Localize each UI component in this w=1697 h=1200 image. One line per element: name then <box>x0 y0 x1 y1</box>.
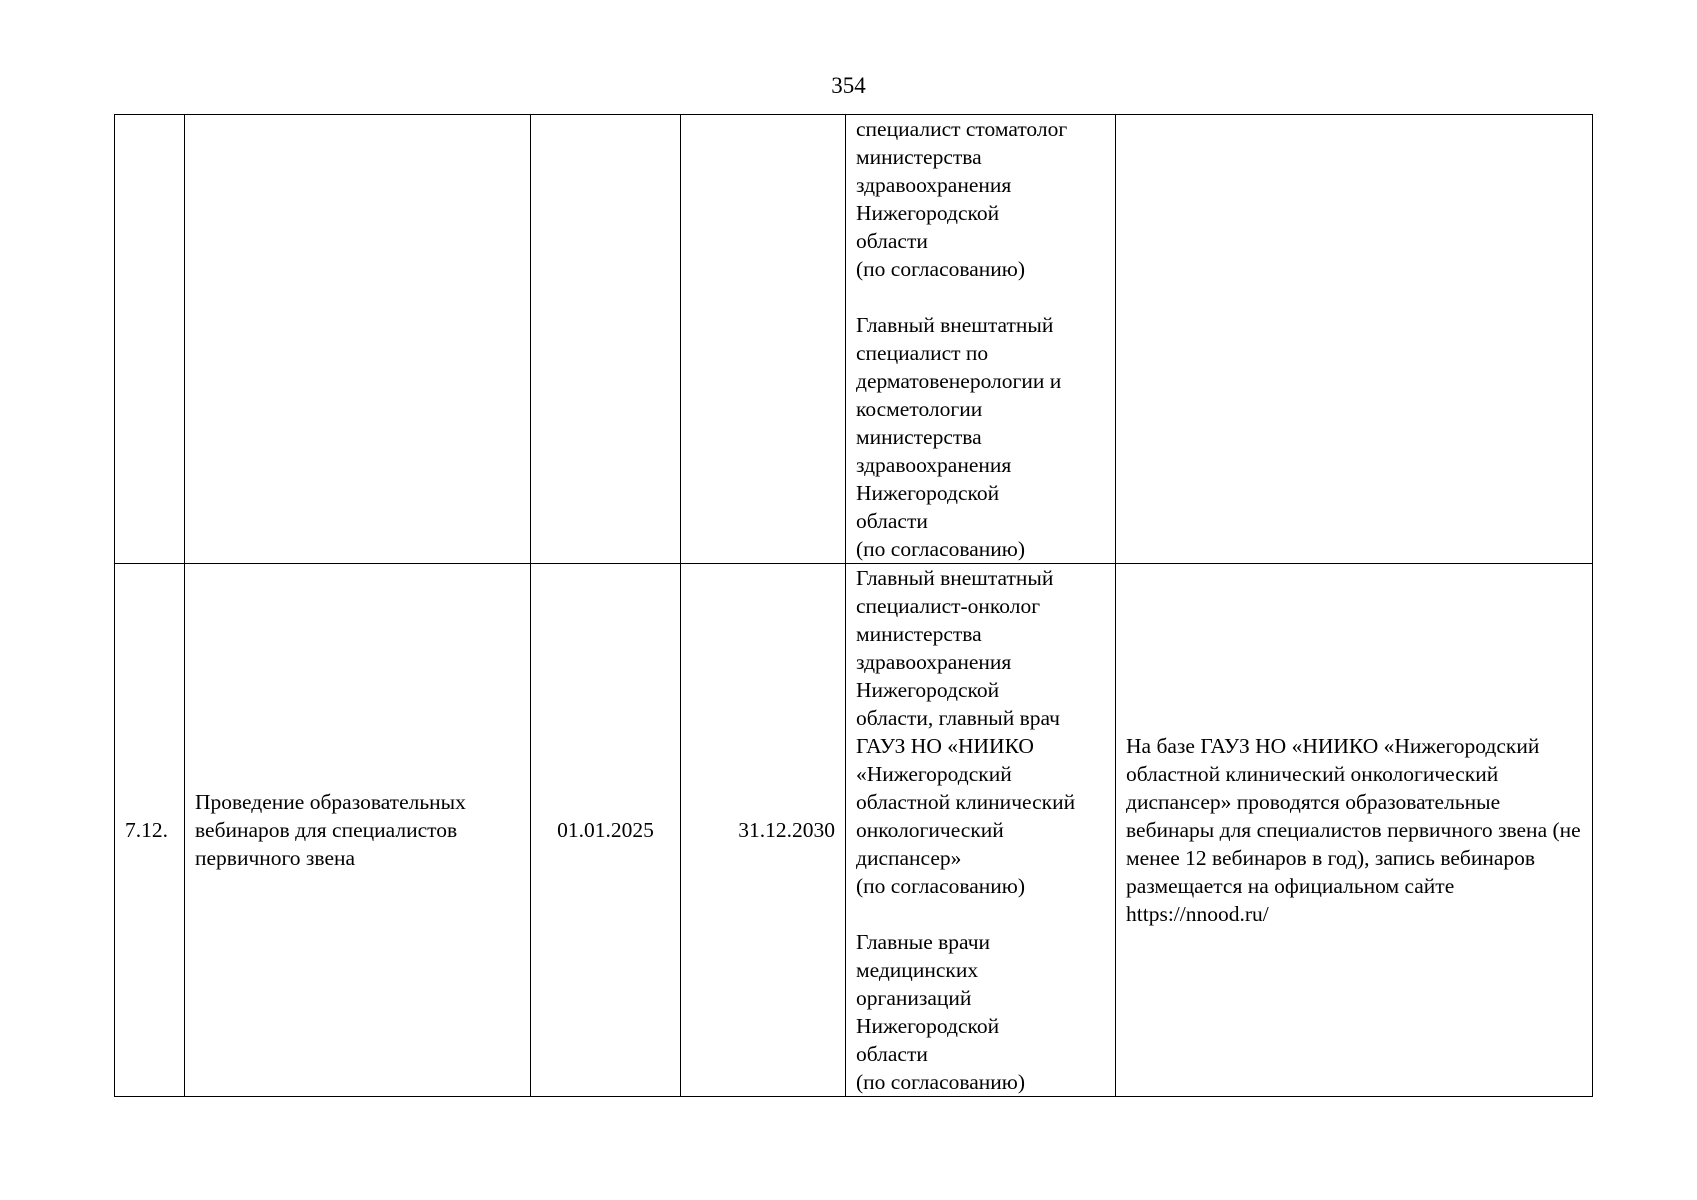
responsible-entry: Главные врачи медицинских организаций Нижегородской области (по согласованию) <box>856 930 1026 1094</box>
cell-activity-name: Проведение образовательных вебинаров для специалистов первичного звена <box>185 564 531 1097</box>
page-number: 354 <box>831 73 866 98</box>
table-row <box>115 115 1593 564</box>
cell-responsible <box>846 564 1116 1097</box>
cell-result: На базе ГАУЗ НО «НИИКО «Нижегородский областной клинический онкологический диспансер» проводятся образовательные вебинары для специалистов первичного звена (не менее 12 вебинаров в год), запись вебинаров размещается на официальном сайте https://nnood.ru/ <box>1116 564 1593 1097</box>
activities-table <box>114 114 1593 1097</box>
responsible-entry: Главный внештатный специалист по дерматовенерологии и косметологии министерства здравоохранения Нижегородской области (по согласованию) <box>856 313 1062 561</box>
cell-end-date <box>681 115 846 564</box>
cell-activity-name <box>185 115 531 564</box>
responsible-entry: специалист стоматолог министерства здравоохранения Нижегородской области (по согласованию) <box>856 117 1068 281</box>
cell-responsible <box>846 115 1116 564</box>
cell-result <box>1116 115 1593 564</box>
table-row <box>115 564 1593 1097</box>
cell-number: 7.12. <box>115 564 185 1097</box>
cell-start-date: 01.01.2025 <box>531 564 681 1097</box>
cell-number <box>115 115 185 564</box>
responsible-entry: Главный внештатный специалист-онколог министерства здравоохранения Нижегородской области, главный врач ГАУЗ НО «НИИКО «Нижегородский областной клинический онкологический диспансер» (по согласованию) <box>856 566 1076 898</box>
cell-end-date: 31.12.2030 <box>681 564 846 1097</box>
cell-start-date <box>531 115 681 564</box>
